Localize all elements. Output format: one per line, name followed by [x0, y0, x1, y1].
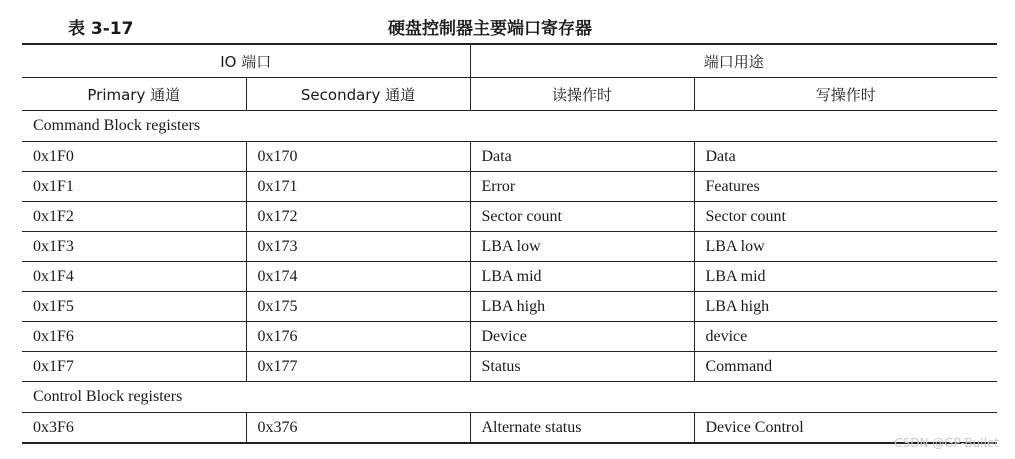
primary-port-cell: 0x1F1: [22, 172, 246, 202]
read-use-cell: LBA mid: [470, 262, 694, 292]
table-title: 硬盘控制器主要端口寄存器: [388, 19, 592, 39]
write-use-cell: Device Control: [694, 413, 997, 444]
primary-port-cell: 0x1F3: [22, 232, 246, 262]
table-number: 表 3-17: [68, 19, 134, 39]
primary-port-cell: 0x1F2: [22, 202, 246, 232]
primary-port-cell: 0x1F6: [22, 322, 246, 352]
header-group-row: [22, 44, 997, 78]
read-use-cell: LBA high: [470, 292, 694, 322]
table-row: [22, 142, 997, 172]
write-use-cell: Command: [694, 352, 997, 382]
read-use-cell: Data: [470, 142, 694, 172]
primary-port-cell: 0x1F0: [22, 142, 246, 172]
write-use-cell: Sector count: [694, 202, 997, 232]
header-column-row: [22, 78, 997, 111]
primary-port-cell: 0x1F4: [22, 262, 246, 292]
secondary-port-cell: 0x171: [246, 172, 470, 202]
read-use-cell: LBA low: [470, 232, 694, 262]
primary-port-cell: 0x1F7: [22, 352, 246, 382]
table-row: [22, 172, 997, 202]
write-use-cell: device: [694, 322, 997, 352]
write-use-cell: Data: [694, 142, 997, 172]
secondary-channel-header: Secondary 通道: [246, 78, 470, 111]
read-use-cell: Error: [470, 172, 694, 202]
table-caption: [0, 12, 1015, 38]
port-use-header: 端口用途: [470, 44, 997, 78]
watermark: CSDN @GP-Bullet: [894, 436, 999, 450]
table-row: [22, 232, 997, 262]
write-op-header: 写操作时: [694, 78, 997, 111]
table-row: [22, 292, 997, 322]
table-row: [22, 202, 997, 232]
table-row: [22, 262, 997, 292]
secondary-port-cell: 0x177: [246, 352, 470, 382]
secondary-port-cell: 0x376: [246, 413, 470, 444]
primary-port-cell: 0x3F6: [22, 413, 246, 444]
io-port-header: IO 端口: [22, 44, 470, 78]
section-label-command: Command Block registers: [22, 111, 997, 142]
table-row: [22, 322, 997, 352]
primary-channel-header: Primary 通道: [22, 78, 246, 111]
section-label-control: Control Block registers: [22, 382, 997, 413]
write-use-cell: Features: [694, 172, 997, 202]
write-use-cell: LBA high: [694, 292, 997, 322]
secondary-port-cell: 0x175: [246, 292, 470, 322]
port-register-table: [22, 43, 997, 444]
read-use-cell: Sector count: [470, 202, 694, 232]
table-row: [22, 413, 997, 444]
read-use-cell: Alternate status: [470, 413, 694, 444]
read-op-header: 读操作时: [470, 78, 694, 111]
secondary-port-cell: 0x172: [246, 202, 470, 232]
section-row-command: [22, 111, 997, 142]
write-use-cell: LBA mid: [694, 262, 997, 292]
primary-port-cell: 0x1F5: [22, 292, 246, 322]
table-row: [22, 352, 997, 382]
write-use-cell: LBA low: [694, 232, 997, 262]
secondary-port-cell: 0x176: [246, 322, 470, 352]
secondary-port-cell: 0x173: [246, 232, 470, 262]
section-row-control: [22, 382, 997, 413]
read-use-cell: Device: [470, 322, 694, 352]
read-use-cell: Status: [470, 352, 694, 382]
secondary-port-cell: 0x174: [246, 262, 470, 292]
secondary-port-cell: 0x170: [246, 142, 470, 172]
